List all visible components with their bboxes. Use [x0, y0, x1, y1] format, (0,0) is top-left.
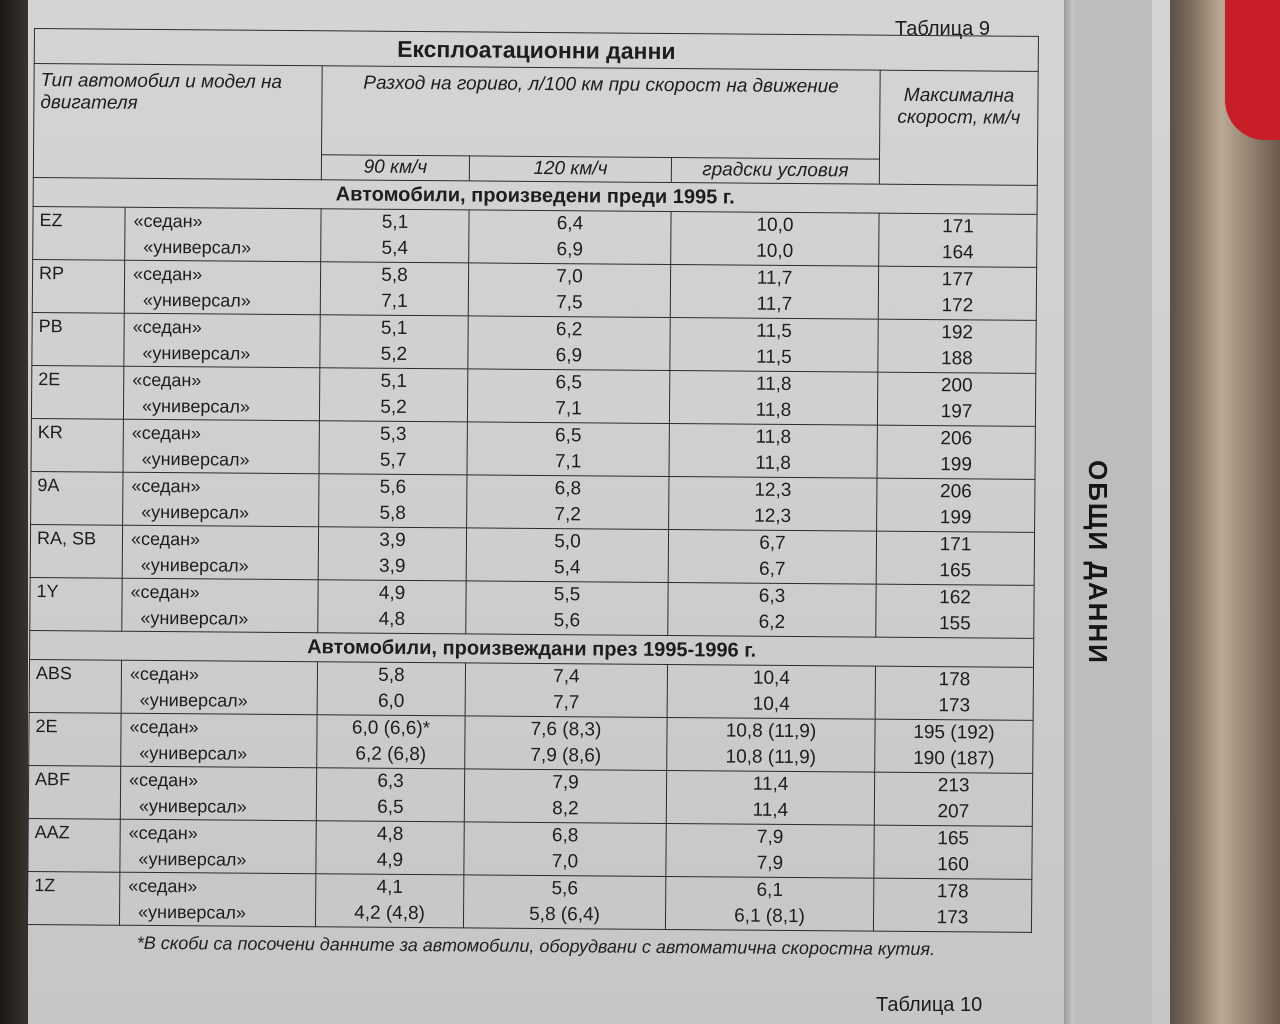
max-speed-cell: 206: [877, 478, 1035, 506]
header-city: градски условия: [671, 158, 879, 185]
consumption-90-cell: 4,8: [316, 821, 464, 849]
side-section-label: ОБЩИ ДАННИ: [1083, 460, 1113, 665]
max-speed-cell: 160: [874, 852, 1032, 880]
consumption-city-cell: 11,7: [670, 291, 878, 319]
max-speed-cell: 171: [876, 531, 1034, 559]
consumption-90-cell: 5,7: [319, 447, 467, 475]
consumption-city-cell: 11,4: [666, 770, 874, 798]
consumption-city-cell: 11,7: [670, 265, 878, 293]
consumption-90-cell: 3,9: [318, 553, 466, 581]
consumption-city-cell: 12,3: [669, 477, 877, 505]
body-type-cell: «седан»: [124, 313, 320, 341]
body-type-cell: «седан»: [121, 713, 317, 741]
engine-code-cell: [33, 233, 125, 260]
engine-code-cell: 1Z: [28, 871, 120, 898]
engine-code-cell: 1Y: [30, 577, 122, 604]
consumption-90-cell: 5,8: [319, 500, 467, 528]
consumption-city-cell: 12,3: [669, 503, 877, 531]
consumption-90-cell: 4,2 (4,8): [315, 900, 463, 928]
body-type-cell: «седан»: [124, 260, 320, 288]
engine-code-cell: [28, 845, 120, 872]
consumption-120-cell: 5,6: [466, 607, 668, 635]
consumption-90-cell: 5,8: [317, 662, 465, 690]
body-type-cell: «седан»: [122, 578, 318, 606]
consumption-120-cell: 7,2: [467, 501, 669, 529]
header-model: Тип автомобил и модел на двигателя: [33, 64, 322, 180]
body-type-cell: «седан»: [120, 872, 316, 900]
consumption-city-cell: 6,2: [668, 609, 876, 637]
engine-code-cell: [29, 739, 121, 766]
consumption-120-cell: 8,2: [464, 795, 666, 823]
engine-code-cell: KR: [31, 418, 123, 445]
body-type-cell: «универсал»: [125, 234, 321, 262]
consumption-90-cell: 5,8: [320, 262, 468, 290]
body-type-cell: «седан»: [125, 207, 321, 235]
consumption-90-cell: 5,2: [320, 341, 468, 369]
engine-code-cell: EZ: [33, 206, 125, 233]
body-type-cell: «седан»: [122, 525, 318, 553]
header-max-speed: Максимална скорост, км/ч: [879, 70, 1038, 185]
consumption-120-cell: 6,4: [469, 210, 671, 238]
consumption-90-cell: 4,8: [318, 606, 466, 634]
consumption-90-cell: 6,5: [316, 794, 464, 822]
consumption-120-cell: 5,8 (6,4): [463, 901, 665, 929]
body-type-cell: «седан»: [123, 472, 319, 500]
consumption-120-cell: 7,4: [465, 663, 667, 691]
consumption-120-cell: 6,8: [467, 475, 669, 503]
consumption-city-cell: 10,0: [671, 212, 879, 240]
header-speed-120: 120 км/ч: [469, 156, 671, 183]
body-type-cell: «универсал»: [121, 687, 317, 715]
body-type-cell: «седан»: [121, 660, 317, 688]
engine-code-cell: RA, SB: [30, 524, 122, 551]
consumption-90-cell: 5,1: [320, 315, 468, 343]
engine-code-cell: PB: [32, 312, 124, 339]
consumption-120-cell: 7,6 (8,3): [465, 716, 667, 744]
body-type-cell: «универсал»: [122, 605, 318, 633]
max-speed-cell: 192: [878, 319, 1036, 347]
engine-code-cell: ABS: [29, 659, 121, 686]
engine-code-cell: RP: [32, 259, 124, 286]
max-speed-cell: 172: [878, 293, 1036, 321]
consumption-120-cell: 7,1: [467, 448, 669, 476]
max-speed-cell: 173: [873, 905, 1031, 933]
max-speed-cell: 206: [877, 425, 1035, 453]
consumption-90-cell: 3,9: [318, 527, 466, 555]
engine-code-cell: [31, 445, 123, 472]
consumption-90-cell: 4,1: [316, 874, 464, 902]
consumption-city-cell: 7,9: [666, 823, 874, 851]
consumption-city-cell: 10,4: [667, 664, 875, 692]
consumption-120-cell: 7,7: [465, 689, 667, 717]
consumption-city-cell: 6,3: [668, 582, 876, 610]
body-type-cell: «седан»: [120, 766, 316, 794]
consumption-90-cell: 4,9: [316, 847, 464, 875]
max-speed-cell: 207: [874, 799, 1032, 827]
engine-code-cell: 2E: [29, 712, 121, 739]
engine-code-cell: [27, 898, 119, 925]
consumption-120-cell: 7,9: [464, 769, 666, 797]
max-speed-cell: 199: [877, 505, 1035, 533]
consumption-city-cell: 6,1: [666, 876, 874, 904]
consumption-city-cell: 11,8: [670, 371, 878, 399]
body-type-cell: «универсал»: [121, 740, 317, 768]
consumption-120-cell: 7,5: [468, 289, 670, 317]
consumption-city-cell: 6,7: [668, 556, 876, 584]
max-speed-cell: 178: [874, 878, 1032, 906]
body-type-cell: «универсал»: [119, 899, 315, 927]
consumption-120-cell: 5,6: [464, 875, 666, 903]
max-speed-cell: 188: [878, 346, 1036, 374]
body-type-cell: «универсал»: [123, 499, 319, 527]
consumption-city-cell: 11,5: [670, 318, 878, 346]
max-speed-cell: 213: [874, 772, 1032, 800]
consumption-city-cell: 10,8 (11,9): [667, 717, 875, 745]
consumption-city-cell: 6,1 (8,1): [665, 903, 873, 931]
consumption-city-cell: 7,9: [666, 850, 874, 878]
next-table-number: Таблица 10: [876, 994, 983, 1016]
consumption-120-cell: 7,9 (8,6): [465, 742, 667, 770]
consumption-90-cell: 5,6: [319, 474, 467, 502]
table-body: [27, 177, 1037, 932]
consumption-120-cell: 6,9: [468, 342, 670, 370]
footnote: *В скоби са посочени данните за автомобили, оборудвани с автоматична скоростна кутия.: [136, 932, 936, 960]
engine-code-cell: [31, 498, 123, 525]
consumption-90-cell: 6,0 (6,6)*: [317, 715, 465, 743]
header-speed-90: 90 км/ч: [321, 155, 469, 181]
body-type-cell: «седан»: [120, 819, 316, 847]
consumption-120-cell: 7,0: [468, 263, 670, 291]
engine-code-cell: 2E: [32, 365, 124, 392]
consumption-120-cell: 5,5: [466, 581, 668, 609]
consumption-90-cell: 5,1: [320, 368, 468, 396]
engine-code-cell: [29, 686, 121, 713]
consumption-120-cell: 7,1: [467, 395, 669, 423]
max-speed-cell: 199: [877, 452, 1035, 480]
consumption-city-cell: 6,7: [668, 529, 876, 557]
consumption-120-cell: 6,2: [468, 316, 670, 344]
page-fold: [1064, 0, 1074, 1024]
body-type-cell: «универсал»: [123, 393, 319, 421]
consumption-city-cell: 10,4: [667, 691, 875, 719]
max-speed-cell: 162: [876, 584, 1034, 612]
body-type-cell: «универсал»: [123, 446, 319, 474]
consumption-90-cell: 5,3: [319, 421, 467, 449]
body-type-cell: «универсал»: [120, 793, 316, 821]
max-speed-cell: 190 (187): [875, 746, 1033, 774]
consumption-90-cell: 5,2: [319, 394, 467, 422]
consumption-city-cell: 10,8 (11,9): [667, 744, 875, 772]
max-speed-cell: 165: [874, 825, 1032, 853]
consumption-city-cell: 11,8: [669, 450, 877, 478]
body-type-cell: «универсал»: [124, 340, 320, 368]
consumption-120-cell: 5,4: [466, 554, 668, 582]
consumption-90-cell: 4,9: [318, 580, 466, 608]
consumption-120-cell: 6,5: [467, 422, 669, 450]
body-type-cell: «универсал»: [122, 552, 318, 580]
body-type-cell: «универсал»: [124, 287, 320, 315]
engine-code-cell: [31, 392, 123, 419]
operational-data-table: [27, 28, 1039, 933]
consumption-90-cell: 7,1: [320, 288, 468, 316]
table-number: Таблица 9: [894, 18, 990, 40]
consumption-90-cell: 5,4: [321, 235, 469, 263]
engine-code-cell: [30, 604, 122, 631]
section-title: Автомобили, произведени преди 1995 г.: [33, 177, 1037, 214]
consumption-city-cell: 11,4: [666, 797, 874, 825]
max-speed-cell: 177: [878, 266, 1036, 294]
body-type-cell: «универсал»: [120, 846, 316, 874]
consumption-120-cell: 6,5: [468, 369, 670, 397]
consumption-90-cell: 6,2 (6,8): [317, 741, 465, 769]
consumption-city-cell: 11,5: [670, 344, 878, 372]
table-title: Експлоатационни данни: [34, 29, 1038, 72]
header-fuel-consumption: Разход на гориво, л/100 км при скорост на движение: [322, 66, 881, 159]
consumption-120-cell: 6,9: [469, 236, 671, 264]
engine-code-cell: [32, 286, 124, 313]
max-speed-cell: 171: [879, 213, 1037, 241]
consumption-120-cell: 7,0: [464, 848, 666, 876]
engine-code-cell: ABF: [28, 765, 120, 792]
consumption-city-cell: 11,8: [669, 424, 877, 452]
consumption-city-cell: 11,8: [669, 397, 877, 425]
document-area: [27, 28, 1044, 960]
max-speed-cell: 178: [875, 666, 1033, 694]
consumption-90-cell: 5,1: [321, 209, 469, 237]
consumption-90-cell: 6,3: [316, 768, 464, 796]
photo-background-red-object: [1225, 0, 1280, 140]
max-speed-cell: 164: [879, 240, 1037, 268]
engine-code-cell: [28, 792, 120, 819]
max-speed-cell: 200: [878, 372, 1036, 400]
consumption-city-cell: 10,0: [671, 238, 879, 266]
engine-code-cell: [32, 339, 124, 366]
consumption-120-cell: 5,0: [466, 528, 668, 556]
max-speed-cell: 165: [876, 558, 1034, 586]
section-title: Автомобили, произвеждани през 1995-1996 г.: [30, 630, 1034, 667]
consumption-90-cell: 6,0: [317, 688, 465, 716]
body-type-cell: «седан»: [123, 419, 319, 447]
engine-code-cell: AAZ: [28, 818, 120, 845]
max-speed-cell: 155: [876, 611, 1034, 639]
engine-code-cell: [30, 551, 122, 578]
body-type-cell: «седан»: [124, 366, 320, 394]
max-speed-cell: 195 (192): [875, 719, 1033, 747]
consumption-120-cell: 6,8: [464, 822, 666, 850]
max-speed-cell: 197: [877, 399, 1035, 427]
engine-code-cell: 9A: [31, 471, 123, 498]
max-speed-cell: 173: [875, 693, 1033, 721]
